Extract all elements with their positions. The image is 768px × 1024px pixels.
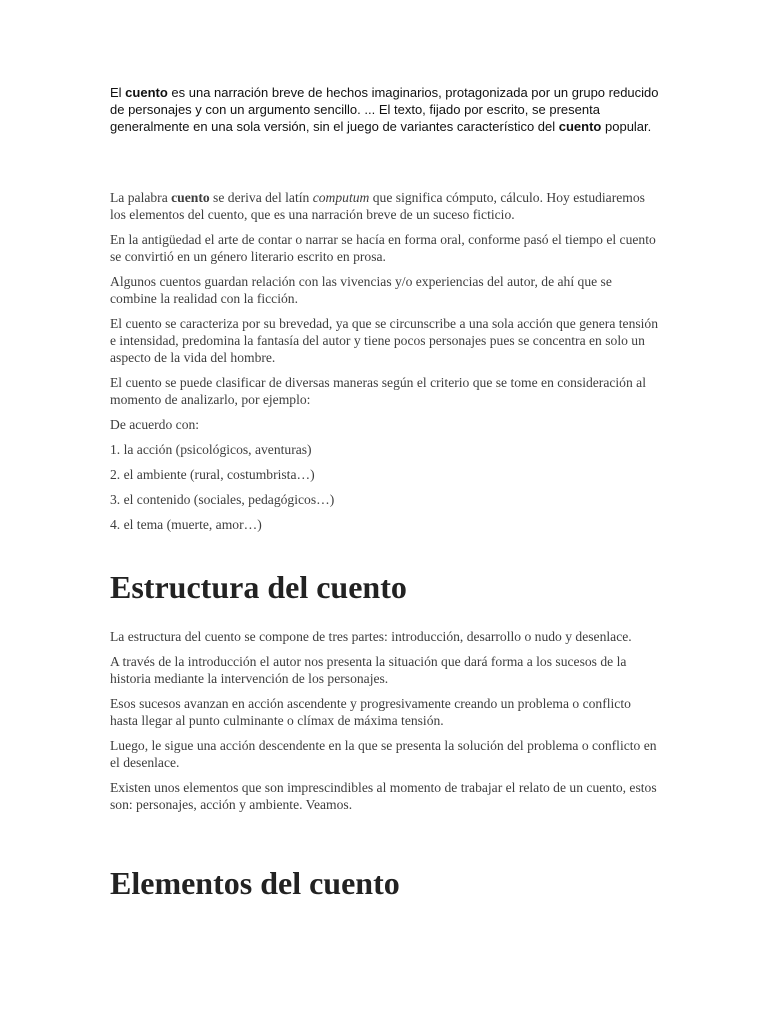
paragraph-antiquity: En la antigüedad el arte de contar o narrar se hacía en forma oral, conforme pasó el tiempo el cuento se convirtió en un género literario escrito en prosa. (110, 232, 656, 264)
text-part: se deriva del latín (209, 190, 313, 205)
paragraph-brevity: El cuento se caracteriza por su brevedad, ya que se circunscribe a una sola acción que genera tensión e intensidad, predomina la fantasía del autor y tiene pocos personajes pues se concentra en solo un aspecto de la vida del hombre. (110, 316, 659, 365)
list-item: 3. el contenido (sociales, pedagógicos…) (110, 492, 335, 507)
paragraph-rising-action: Esos sucesos avanzan en acción ascendente y progresivamente creando un problema o conflicto hasta llegar al punto culminante o clímax de máxima tensión. (110, 696, 631, 728)
italic-term: computum (312, 190, 370, 205)
paragraph-classification: El cuento se puede clasificar de diversas maneras según el criterio que se tome en consideración al momento de analizarlo, por ejemplo: (110, 375, 646, 407)
intro-bold-term: cuento (558, 119, 602, 134)
section-introduction (110, 189, 660, 541)
intro-text-part: El (110, 85, 126, 100)
paragraph-according: De acuerdo con: (110, 417, 200, 432)
heading-elementos: Elementos del cuento (110, 865, 400, 901)
section-structure (110, 628, 660, 821)
paragraph-falling-action: Luego, le sigue una acción descendente en la que se presenta la solución del problema o conflicto en el desenlace. (110, 738, 657, 770)
text-part: La palabra (110, 190, 172, 205)
paragraph-experiences: Algunos cuentos guardan relación con las vivencias y/o experiencias del autor, de ahí que se combine la realidad con la ficción. (110, 274, 612, 306)
intro-bold-term: cuento (125, 85, 168, 100)
text-part: que significa cómputo, cálculo. Hoy estudiaremos los elementos del cuento, que es una narración breve de un suceso ficticio. (110, 190, 645, 222)
heading-estructura: Estructura del cuento (110, 569, 407, 605)
bold-term: cuento (171, 190, 210, 205)
paragraph-parts: La estructura del cuento se compone de tres partes: introducción, desarrollo o nudo y desenlace. (110, 629, 632, 644)
intro-text (110, 84, 660, 135)
paragraph-etymology (110, 189, 660, 223)
intro-text-part: es una narración breve de hechos imaginarios, protagonizada por un grupo reducido de personajes y con un argumento sencillo. ... El texto, fijado por escrito, se presenta generalmente en una sola versión, sin el juego de variantes característico del (110, 85, 659, 134)
paragraph-introduction: A través de la introducción el autor nos presenta la situación que dará forma a los sucesos de la historia mediante la intervención de los personajes. (110, 654, 627, 686)
intro-text-part: popular. (601, 119, 652, 134)
paragraph-elements: Existen unos elementos que son imprescindibles al momento de trabajar el relato de un cuento, estos son: personajes, acción y ambiente. Veamos. (110, 780, 657, 812)
list-item: 4. el tema (muerte, amor…) (110, 517, 262, 532)
list-item: 1. la acción (psicológicos, aventuras) (110, 442, 312, 457)
list-item: 2. el ambiente (rural, costumbrista…) (110, 467, 315, 482)
intro-paragraph (110, 84, 660, 135)
